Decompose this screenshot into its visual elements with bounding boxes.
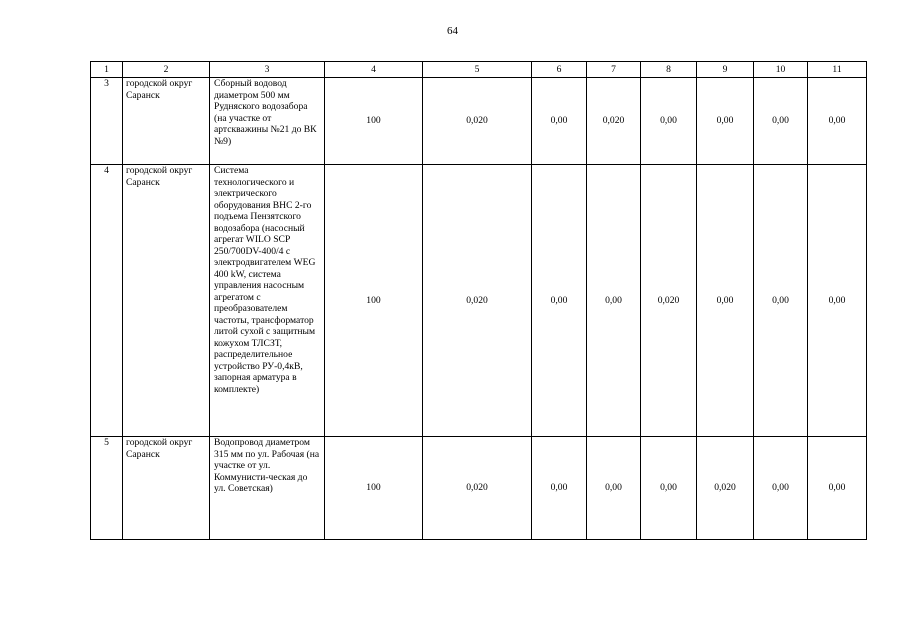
- header-cell: 4: [325, 62, 423, 78]
- header-cell: 11: [808, 62, 867, 78]
- header-cell: 7: [587, 62, 641, 78]
- header-cell: 2: [123, 62, 210, 78]
- value-cell: 100: [325, 78, 423, 165]
- row-number: 3: [91, 78, 123, 165]
- value-cell: 0,00: [532, 165, 587, 437]
- data-table: [90, 61, 867, 540]
- header-row: [91, 62, 867, 78]
- header-cell: 9: [697, 62, 754, 78]
- value-cell: 100: [325, 437, 423, 540]
- object-cell: Водопровод диаметром 315 мм по ул. Рабочая (на участке от ул. Коммунисти-ческая до ул. Советская): [210, 437, 325, 540]
- table-row: [91, 437, 867, 540]
- value-cell: 0,00: [587, 437, 641, 540]
- value-cell: 0,00: [641, 78, 697, 165]
- row-number: 5: [91, 437, 123, 540]
- header-cell: 6: [532, 62, 587, 78]
- value-cell: 0,020: [423, 78, 532, 165]
- value-cell: 0,00: [587, 165, 641, 437]
- value-cell: 0,00: [754, 78, 808, 165]
- value-cell: 0,00: [808, 437, 867, 540]
- header-cell: 1: [91, 62, 123, 78]
- value-cell: 0,00: [532, 437, 587, 540]
- row-number: 4: [91, 165, 123, 437]
- header-cell: 5: [423, 62, 532, 78]
- header-cell: 10: [754, 62, 808, 78]
- value-cell: 0,00: [697, 78, 754, 165]
- value-cell: 0,00: [532, 78, 587, 165]
- value-cell: 0,00: [697, 165, 754, 437]
- value-cell: 0,00: [641, 437, 697, 540]
- district-cell: городской округ Саранск: [123, 165, 210, 437]
- district-cell: городской округ Саранск: [123, 437, 210, 540]
- value-cell: 0,020: [423, 437, 532, 540]
- object-cell: Сборный водовод диаметром 500 мм Рудняского водозабора (на участке от артскважины №21 до ВК №9): [210, 78, 325, 165]
- value-cell: 0,00: [754, 437, 808, 540]
- value-cell: 0,020: [587, 78, 641, 165]
- value-cell: 0,00: [808, 78, 867, 165]
- table-row: [91, 78, 867, 165]
- header-cell: 8: [641, 62, 697, 78]
- district-cell: городской округ Саранск: [123, 78, 210, 165]
- value-cell: 0,00: [808, 165, 867, 437]
- page-number: 64: [447, 25, 458, 37]
- object-cell: Система технологического и электрического оборудования ВНС 2-го подъема Пензятского водозабора (насосный агрегат WILO SCP 250/700DV-400/4 с электродвигателем WEG 400 kW, система управления насосным агрегатом с преобразователем частоты, трансформатор литой сухой с защитным кожухом ТЛСЗТ, распределительное устройство РУ-0,4кВ, запорная арматура в комплекте): [210, 165, 325, 437]
- value-cell: 0,00: [754, 165, 808, 437]
- value-cell: 0,020: [697, 437, 754, 540]
- header-cell: 3: [210, 62, 325, 78]
- value-cell: 0,020: [641, 165, 697, 437]
- value-cell: 0,020: [423, 165, 532, 437]
- value-cell: 100: [325, 165, 423, 437]
- table-row: [91, 165, 867, 437]
